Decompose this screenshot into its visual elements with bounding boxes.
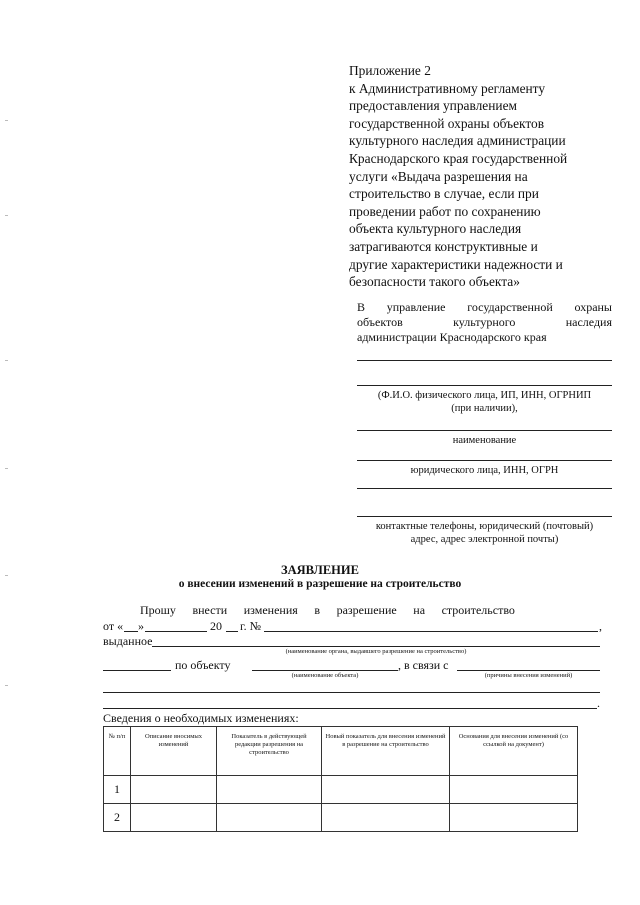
appendix-line: проведении работ по сохранению: [349, 203, 541, 219]
appendix-line: государственной охраны объектов: [349, 115, 545, 131]
applicant-fill-line[interactable]: [357, 516, 612, 517]
applicant-fill-line[interactable]: [357, 385, 612, 386]
appendix-line: предоставления управлением: [349, 98, 518, 114]
column-header: Показатель в действующей редакции разрешения на строительство: [217, 727, 322, 776]
applicant-fill-line[interactable]: [357, 460, 612, 461]
year-prefix: 20: [210, 619, 222, 633]
table-cell[interactable]: [217, 804, 322, 832]
issuing-authority-field[interactable]: [152, 646, 600, 647]
row-number: 1: [104, 776, 131, 804]
table-cell[interactable]: [131, 804, 217, 832]
changes-table: [103, 726, 578, 832]
month-field[interactable]: [145, 631, 207, 632]
issued-label: выданное: [103, 634, 153, 648]
continuation-field[interactable]: [103, 670, 171, 671]
table-row: [104, 776, 578, 804]
date-prefix: от «: [103, 619, 124, 633]
fio-caption: (Ф.И.О. физического лица, ИП, ИНН, ОГРНИП (при наличии),: [377, 390, 592, 414]
appendix-line: услуги «Выдача разрешения на: [349, 168, 528, 184]
applicant-fill-line[interactable]: [357, 430, 612, 431]
object-name-field[interactable]: [252, 670, 398, 671]
column-header: Основания для внесения изменений (со ссылкой на документ): [450, 727, 578, 776]
applicant-fill-line[interactable]: [357, 488, 612, 489]
appendix-line: другие характеристики надежности и: [349, 256, 563, 272]
scan-mark: [5, 215, 8, 216]
details-heading: Сведения о необходимых изменениях:: [103, 711, 299, 725]
appendix-line: Краснодарского края государственной: [349, 150, 568, 166]
addressee-line: объектов культурного наследия: [357, 315, 612, 329]
addressee-line: В управление государственной охраны: [357, 300, 612, 314]
table-row: [104, 804, 578, 832]
scan-mark: [5, 120, 8, 121]
legal-caption: юридического лица, ИНН, ОГРН: [410, 465, 559, 476]
day-field[interactable]: [124, 631, 138, 632]
row-number: 2: [104, 804, 131, 832]
applicant-fill-line[interactable]: [357, 360, 612, 361]
table-cell[interactable]: [450, 804, 578, 832]
scan-mark: [5, 468, 8, 469]
appendix-line: к Административному регламенту: [349, 80, 546, 96]
document-subtitle: о внесении изменений в разрешение на строительство: [178, 578, 462, 590]
number-label: г. №: [240, 619, 262, 633]
addressee-line: администрации Краснодарского края: [357, 330, 547, 344]
object-label: по объекту: [175, 658, 231, 672]
due-to-label: , в связи с: [398, 658, 449, 672]
appendix-line: затрагиваются конструктивные и: [349, 238, 538, 254]
document-title: ЗАЯВЛЕНИЕ: [281, 563, 359, 577]
table-cell[interactable]: [450, 776, 578, 804]
table-header-row: [104, 727, 578, 776]
permit-number-field[interactable]: [264, 631, 598, 632]
period: .: [597, 696, 600, 710]
table-cell[interactable]: [322, 776, 450, 804]
column-header: № п/п: [104, 727, 131, 776]
appendix-header: [349, 62, 614, 291]
column-header: Новый показатель для внесения изменений в разрешение на строительство: [322, 727, 450, 776]
column-header: Описание вносимых изменений: [131, 727, 217, 776]
addressee-block: [357, 300, 612, 345]
table-cell[interactable]: [322, 804, 450, 832]
issuing-authority-caption: (наименование органа, выдавшего разрешение на строительство): [285, 648, 467, 655]
appendix-line: безопасности такого объекта»: [349, 274, 520, 290]
reason-continuation-field[interactable]: [103, 692, 600, 693]
appendix-line: культурного наследия администрации: [349, 133, 566, 149]
reason-caption: (причины внесения изменений): [484, 672, 573, 679]
name-caption: наименование: [452, 435, 517, 446]
object-name-caption: (наименование объекта): [291, 672, 359, 679]
reason-field[interactable]: [457, 670, 600, 671]
comma: ,: [599, 619, 602, 633]
contacts-caption: контактные телефоны, юридический (почтовый) адрес, адрес электронной почты): [375, 521, 594, 545]
table-cell[interactable]: [131, 776, 217, 804]
date-quote: »: [138, 619, 144, 633]
appendix-line: объекта культурного наследия: [349, 221, 522, 237]
scan-mark: [5, 360, 8, 361]
appendix-line: Приложение 2: [349, 63, 431, 78]
request-sentence: Прошу внести изменения в разрешение на строительство: [140, 603, 515, 617]
year-field[interactable]: [226, 631, 238, 632]
table-cell[interactable]: [217, 776, 322, 804]
appendix-line: строительство в случае, если при: [349, 186, 539, 202]
reason-continuation-field[interactable]: [103, 708, 597, 709]
scan-mark: [5, 685, 8, 686]
